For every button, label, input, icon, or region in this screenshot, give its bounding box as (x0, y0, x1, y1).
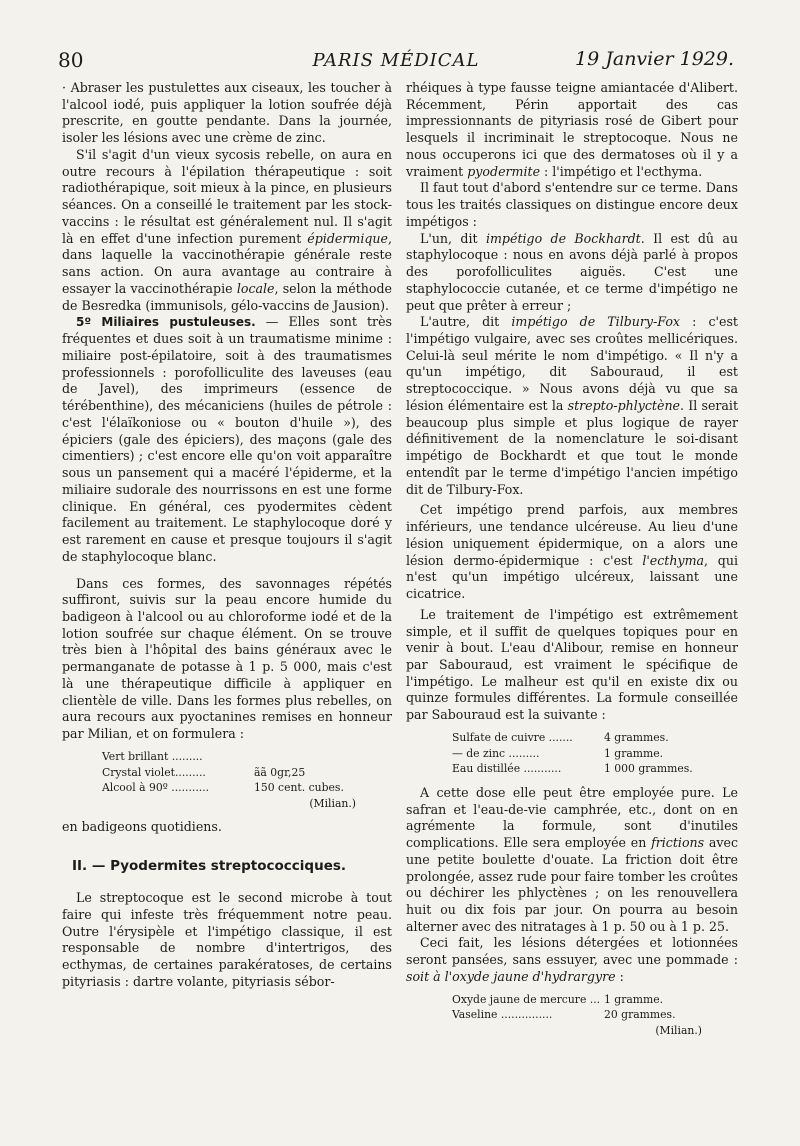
prescription-row: Alcool à 90º ........... 150 cent. cubes. (102, 781, 344, 795)
paragraph: 5º Miliaires pustuleuses. — Elles sont très fréquentes et dues soit à un traumatisme minime : miliaire post-épilatoire, soit à des traumatismes professionnels : porofolliculite des laveuses (eau de Javel), des imprimeurs (essence de térébenthine), des mécaniciens (huiles de pétrole : c'est l'élaïkoniose ou « bouton d'huile »), des épiciers (gale des épiciers), des maçons (gale des cimentiers) ; c'est encore elle qu'on voit apparaître sous un pansement qui a macéré l'épiderme, et la miliaire sudorale des nourrissons en est une forme clinique. En général, ces pyodermites cèdent facilement au traitement. Le staphylocoque doré y est rarement en cause et presque toujours il s'agit de staphylocoque blanc. (62, 314, 392, 564)
paragraph: S'il s'agit d'un vieux sycosis rebelle, on aura en outre recours à l'épilation thérapeutique : soit radiothérapique, soit mieux à la pince, en plusieurs séances. On a conseillé le traitement par les stock-vaccins : le résultat est généralement nul. Il s'agit là en effet d'une infection purement épidermique, dans laquelle la vaccinothérapie générale reste sans action. On aura avantage au contraire à essayer la vaccinothérapie locale, selon la méthode de Besredka (immunisols, gélo-vaccins de Jausion). (62, 146, 392, 313)
paragraph: rhéiques à type fausse teigne amiantacée d'Alibert. Récemment, Périn apportait des cas impressionnants de pityriasis rosé de Gibert pour lesquels il incriminait le streptocoque. Nous ne nous occuperons ici que des dermatoses où il y a vraiment pyodermite : l'impétigo et l'ecthyma. (406, 80, 738, 179)
prescription-3 (452, 992, 738, 1039)
prescription-row: Sulfate de cuivre ....... 4 grammes. (452, 730, 669, 744)
paragraph: en badigeons quotidiens. (62, 819, 222, 835)
paragraph: L'un, dit impétigo de Bockhardt. Il est dû au staphylocoque : nous en avons déjà parlé à propos des porofolliculites aiguës. C'est une staphylococcie cutanée, et ce terme d'impétigo ne peut que prêter à erreur ; (406, 230, 738, 313)
paragraph: L'autre, dit impétigo de Tilbury-Fox : c'est l'impétigo vulgaire, avec ses croûtes mellicériques. Celui-là seul mérite le nom d'impétigo. « Il n'y a qu'un impétigo, dit Sabouraud, il est streptococcique. » Nous avons déjà vu que sa lésion élémentaire est la strepto-phlyctène. Il serait beaucoup plus simple et plus logique de rayer définitivement de la nomenclature le soi-disant impétigo de Bockhardt et que tout le monde entendît par le terme d'impétigo l'ancien impétigo dit de Tilbury-Fox. (406, 314, 739, 497)
left-column (62, 80, 392, 991)
issue-date: 19 Janvier 1929. (575, 48, 734, 70)
running-header (58, 48, 734, 74)
prescription-2 (452, 730, 738, 777)
prescription-row: Vaseline ............... 20 grammes. (452, 1008, 676, 1022)
paragraph: Il faut tout d'abord s'entendre sur ce terme. Dans tous les traités classiques on distingue encore deux impétigos : (406, 180, 738, 229)
paragraph: Le traitement de l'impétigo est extrêmement simple, et il suffit de quelques topiques pour en venir à bout. L'eau d'Alibour, remise en honneur par Sabouraud, est vraiment le spécifique de l'impétigo. Le malheur est qu'il en existe dix ou quinze formules différentes. La formule conseillée par Sabouraud est la suivante : (406, 606, 738, 723)
prescription-row: Crystal violet......... ãã 0gr,25 (102, 765, 306, 779)
paragraph: · Abraser les pustulettes aux ciseaux, les toucher à l'alcool iodé, puis appliquer la lotion soufrée déjà prescrite, en goutte pendante. Dans la journée, isoler les lésions avec une crème de zinc. (62, 80, 392, 146)
prescription-source: (Milian.) (655, 1023, 702, 1037)
prescription-source: (Milian.) (309, 796, 356, 810)
paragraph: Cet impétigo prend parfois, aux membres inférieurs, une tendance ulcéreuse. Au lieu d'une lésion uniquement épidermique, on a alors une lésion dermo-épidermique : c'est l'ecthyma, qui n'est qu'un impétigo ulcéreux, laissant une cicatrice. (406, 502, 738, 602)
prescription-row: Eau distillée ........... 1 000 grammes. (452, 762, 693, 776)
prescription-1 (102, 749, 392, 812)
paragraph: Ceci fait, les lésions détergées et lotionnées seront pansées, sans essuyer, avec une pommade : soit à l'oxyde jaune d'hydrargyre : (406, 935, 738, 984)
subheading: 5º Miliaires pustuleuses. (76, 315, 256, 330)
prescription-row: Vert brillant ......... (102, 749, 203, 763)
section-heading: II. — Pyodermites streptococciques. (72, 858, 347, 875)
paragraph: Le streptocoque est le second microbe à tout faire qui infeste très fréquemment notre peau. Outre l'érysipèle et l'impétigo classique, il est responsable de nombre d'intertrigos, des ecthymas, de certaines parakératoses, de certains pityriasis : dartre volante, pityriasis sébor- (62, 890, 392, 989)
prescription-row: — de zinc ......... 1 gramme. (452, 746, 664, 760)
journal-title: PARIS MÉDICAL (312, 50, 480, 71)
page-number: 80 (58, 48, 84, 72)
paragraph: A cette dose elle peut être employée pure. Le safran et l'eau-de-vie camphrée, etc., dont on en agrémente la formule, sont d'inutiles complications. Elle sera employée en frictions avec une petite boulette d'ouate. La friction doit être prolongée, assez rude pour faire tomber les croûtes ou déchirer les phlyctènes ; on les renouvellera huit ou dix fois par jour. On pourra au besoin alterner avec des nitratages à 1 p. 50 ou à 1 p. 25. (406, 784, 738, 934)
right-column (406, 80, 738, 1047)
paragraph: Dans ces formes, des savonnages répétés suffiront, suivis sur la peau encore humide du badigeon à l'alcool ou au chloroforme iodé et de la lotion soufrée sur chaque élément. On se trouve très bien à l'hôpital des bains généraux avec le permanganate de potasse à 1 p. 5 000, mais c'est là une thérapeutique difficile à appliquer en clientèle de ville. Dans les formes plus rebelles, on aura recours aux pyoctanines remises en honneur par Milian, et on formulera : (62, 575, 392, 742)
prescription-row: Oxyde jaune de mercure ... 1 gramme. (452, 992, 664, 1006)
